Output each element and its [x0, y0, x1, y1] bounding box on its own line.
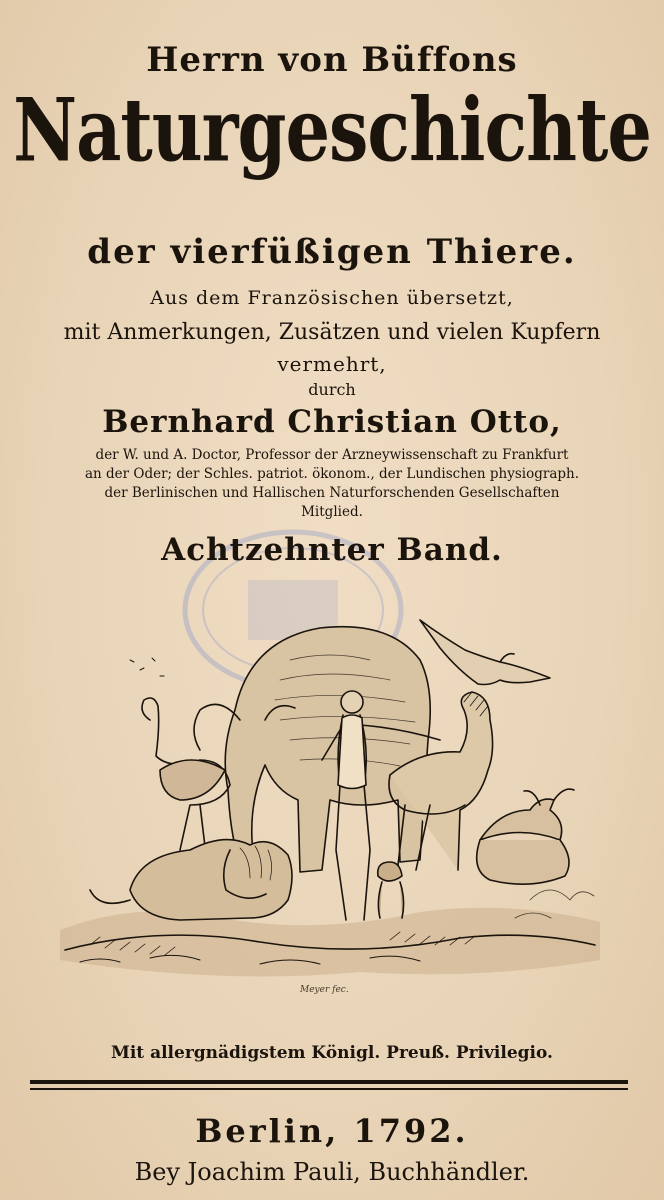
augmented-note: vermehrt,	[277, 352, 387, 376]
author-genitive-heading: Herrn von Büffons	[146, 40, 518, 80]
translator-name: Bernhard Christian Otto,	[102, 404, 562, 440]
annotations-note: mit Anmerkungen, Zusätzen und vielen Kupfern	[63, 320, 601, 345]
engraver-signature: Meyer fec.	[300, 985, 349, 995]
volume-label: Achtzehnter Band.	[161, 532, 503, 568]
double-rule-top	[30, 1080, 628, 1084]
translation-note: Aus dem Französischen übersetzt,	[150, 287, 514, 309]
publisher-line: Bey Joachim Pauli, Buchhändler.	[134, 1158, 530, 1186]
credentials-line: der Berlinischen und Hallischen Naturforschenden Gesellschaften	[104, 485, 560, 501]
credentials-line: an der Oder; der Schles. patriot. ökonom., der Lundischen physiograph.	[84, 466, 579, 482]
double-rule-bottom	[30, 1088, 628, 1090]
allegorical-animals-engraving	[60, 600, 600, 1010]
main-title: Naturgeschichte	[13, 78, 651, 182]
by-label: durch	[308, 380, 356, 399]
subtitle: der vierfüßigen Thiere.	[87, 232, 577, 272]
imprint-place-year: Berlin, 1792.	[195, 1112, 469, 1150]
privilege-line: Mit allergnädigstem Königl. Preuß. Privilegio.	[111, 1043, 553, 1063]
credentials-line: der W. und A. Doctor, Professor der Arzneywissenschaft zu Frankfurt	[95, 447, 569, 463]
credentials-line: Mitglied.	[301, 504, 363, 520]
